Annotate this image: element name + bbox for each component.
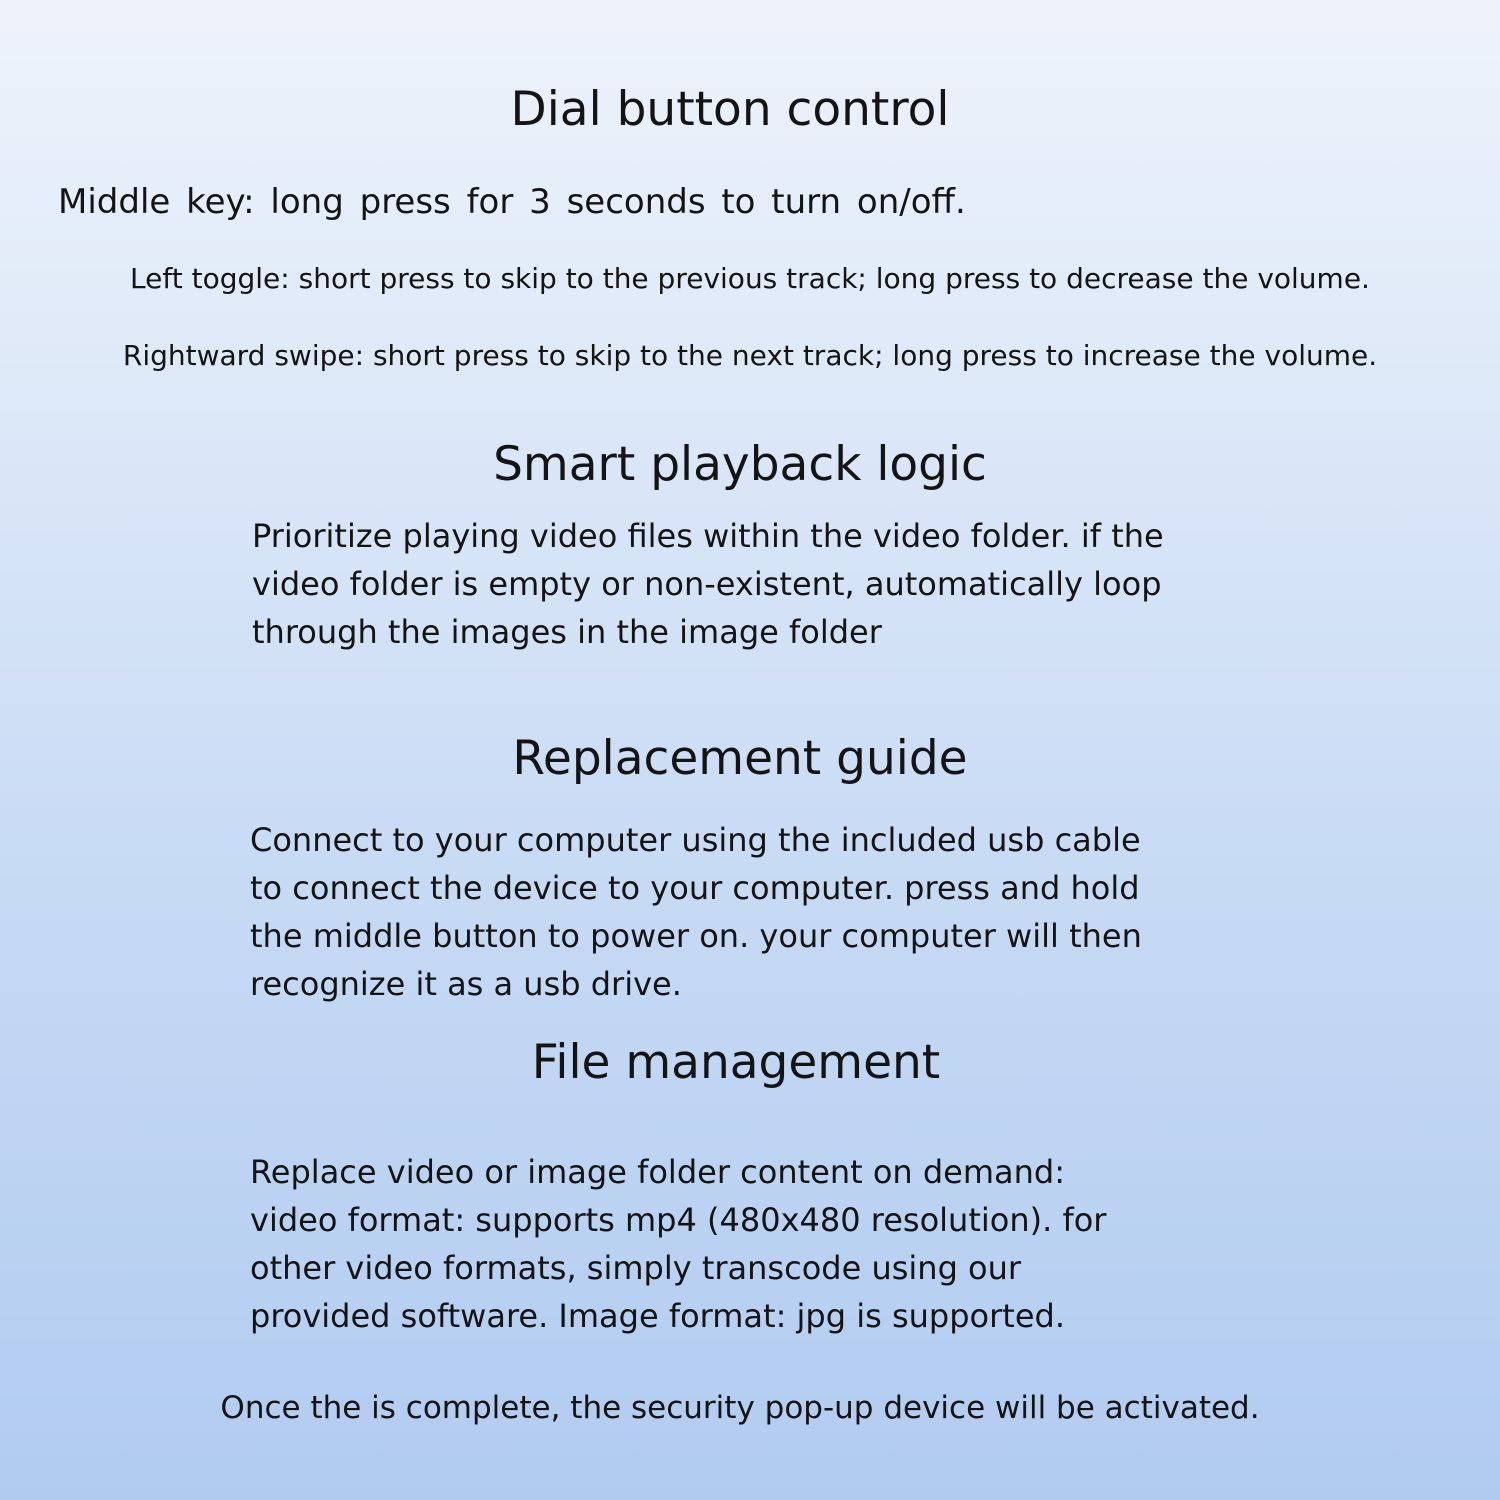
dial-section-title: Dial button control [510,82,950,137]
dial-left-toggle-text: Left toggle: short press to skip to the previous track; long press to decrease the volume. [130,262,1370,295]
playback-paragraph [252,512,1164,656]
paragraph-line: recognize it as a usb drive. [250,965,682,1003]
file-management-paragraph [250,1148,1106,1340]
paragraph-line: other video formats, simply transcode using our [250,1249,1022,1287]
paragraph-line: the middle button to power on. your computer will then [250,917,1142,955]
footer-note: Once the is complete, the security pop-up device will be activated. [220,1390,1260,1426]
paragraph-line: video folder is empty or non-existent, automatically loop [252,565,1162,603]
paragraph-line: Connect to your computer using the included usb cable [250,821,1141,859]
playback-section-title: Smart playback logic [493,437,987,492]
replacement-paragraph [250,816,1142,1008]
replacement-section-title: Replacement guide [512,731,968,786]
paragraph-line: video format: supports mp4 (480x480 resolution). for [250,1201,1107,1239]
paragraph-line: through the images in the image folder [252,613,882,651]
file-management-section-title: File management [531,1035,941,1090]
dial-right-swipe-text: Rightward swipe: short press to skip to the next track; long press to increase the volume. [122,339,1378,372]
paragraph-line: Replace video or image folder content on demand: [250,1153,1066,1191]
paragraph-line: Prioritize playing video files within the video folder. if the [252,517,1164,555]
paragraph-line: provided software. Image format: jpg is supported. [250,1297,1065,1335]
paragraph-line: to connect the device to your computer. press and hold [250,869,1140,907]
dial-middle-key-text: Middle key: long press for 3 seconds to turn on/off. [58,182,966,222]
